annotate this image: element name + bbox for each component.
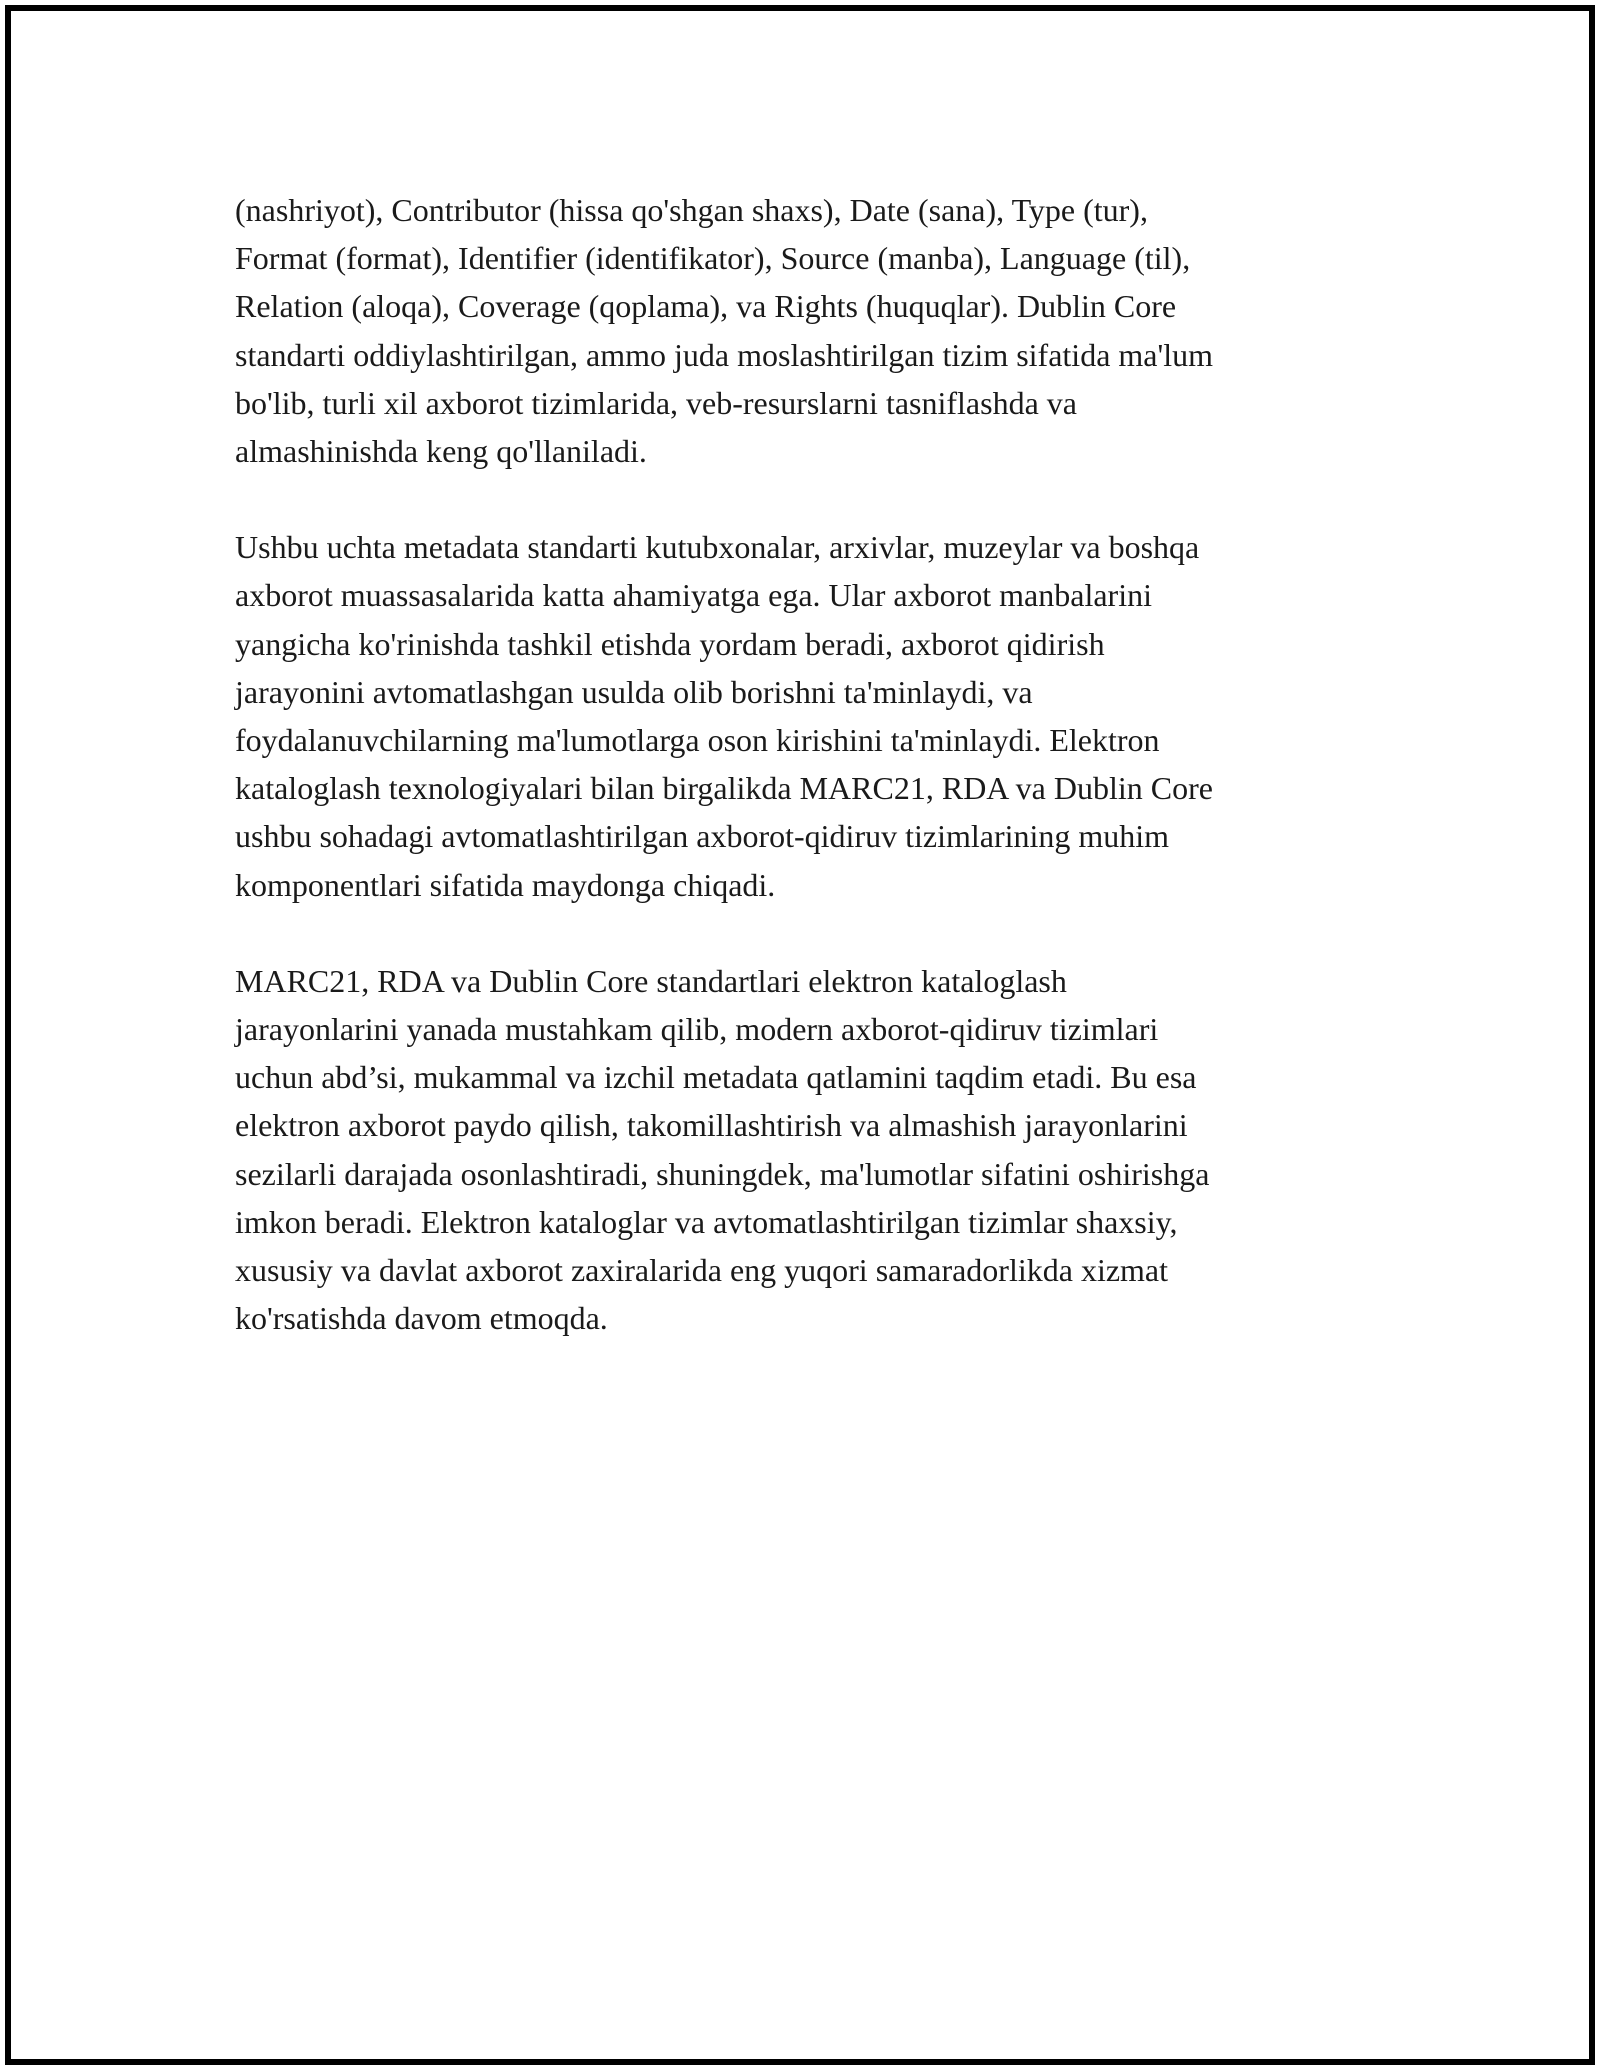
paragraph-line: foydalanuvchilarning ma'lumotlarga oson kirishini ta'minlaydi. Elektron (235, 722, 1160, 759)
paragraph-line: yangicha ko'rinishda tashkil etishda yordam beradi, axborot qidirish (235, 625, 1105, 662)
paragraph-line: Format (format), Identifier (identifikator), Source (manba), Language (til), (235, 240, 1191, 277)
paragraph-line: MARC21, RDA va Dublin Core standartlari elektron kataloglash (235, 962, 1067, 999)
paragraph-1 (235, 186, 1370, 475)
paragraph-line: xususiy va davlat axborot zaxiralarida eng yuqori samaradorlikda xizmat (235, 1252, 1169, 1289)
paragraph-line: axborot muassasalarida katta ahamiyatga ega. Ular axborot manbalarini (235, 577, 1152, 614)
paragraph-line: imkon beradi. Elektron kataloglar va avtomatlashtirilgan tizimlar shaxsiy, (235, 1203, 1178, 1240)
paragraph-line: (nashriyot), Contributor (hissa qo'shgan shaxs), Date (sana), Type (tur), (235, 192, 1148, 228)
paragraph-line: bo'lib, turli xil axborot tizimlarida, veb-resurslarni tasniflashda va (235, 384, 1077, 421)
paragraph-2 (235, 523, 1370, 909)
paragraph-line: jarayonlarini yanada mustahkam qilib, modern axborot-qidiruv tizimlari (235, 1011, 1159, 1048)
paragraph-line: Ushbu uchta metadata standarti kutubxonalar, arxivlar, muzeylar va boshqa (235, 529, 1200, 566)
paragraph-line: jarayonini avtomatlashgan usulda olib borishni ta'minlaydi, va (235, 673, 1033, 710)
document-body (235, 186, 1370, 1390)
paragraph-line: ko'rsatishda davom etmoqda. (235, 1300, 608, 1337)
paragraph-line: standarti oddiylashtirilgan, ammo juda moslashtirilgan tizim sifatida ma'lum (235, 336, 1214, 373)
paragraph-line: kataloglash texnologiyalari bilan birgalikda MARC21, RDA va Dublin Core (235, 770, 1213, 807)
paragraph-line: sezilarli darajada osonlashtiradi, shuningdek, ma'lumotlar sifatini oshirishga (235, 1155, 1210, 1192)
paragraph-line: komponentlari sifatida maydonga chiqadi. (235, 866, 776, 903)
paragraph-line: Relation (aloqa), Coverage (qoplama), va Rights (huquqlar). Dublin Core (235, 288, 1177, 325)
paragraph-line: uchun abd’si, mukammal va izchil metadata qatlamini taqdim etadi. Bu esa (235, 1059, 1197, 1096)
paragraph-line: elektron axborot paydo qilish, takomillashtirish va almashish jarayonlarini (235, 1107, 1188, 1144)
paragraph-3 (235, 957, 1370, 1343)
paragraph-line: ushbu sohadagi avtomatlashtirilgan axborot-qidiruv tizimlarining muhim (235, 818, 1170, 855)
paragraph-line: almashinishda keng qo'llaniladi. (235, 433, 647, 470)
